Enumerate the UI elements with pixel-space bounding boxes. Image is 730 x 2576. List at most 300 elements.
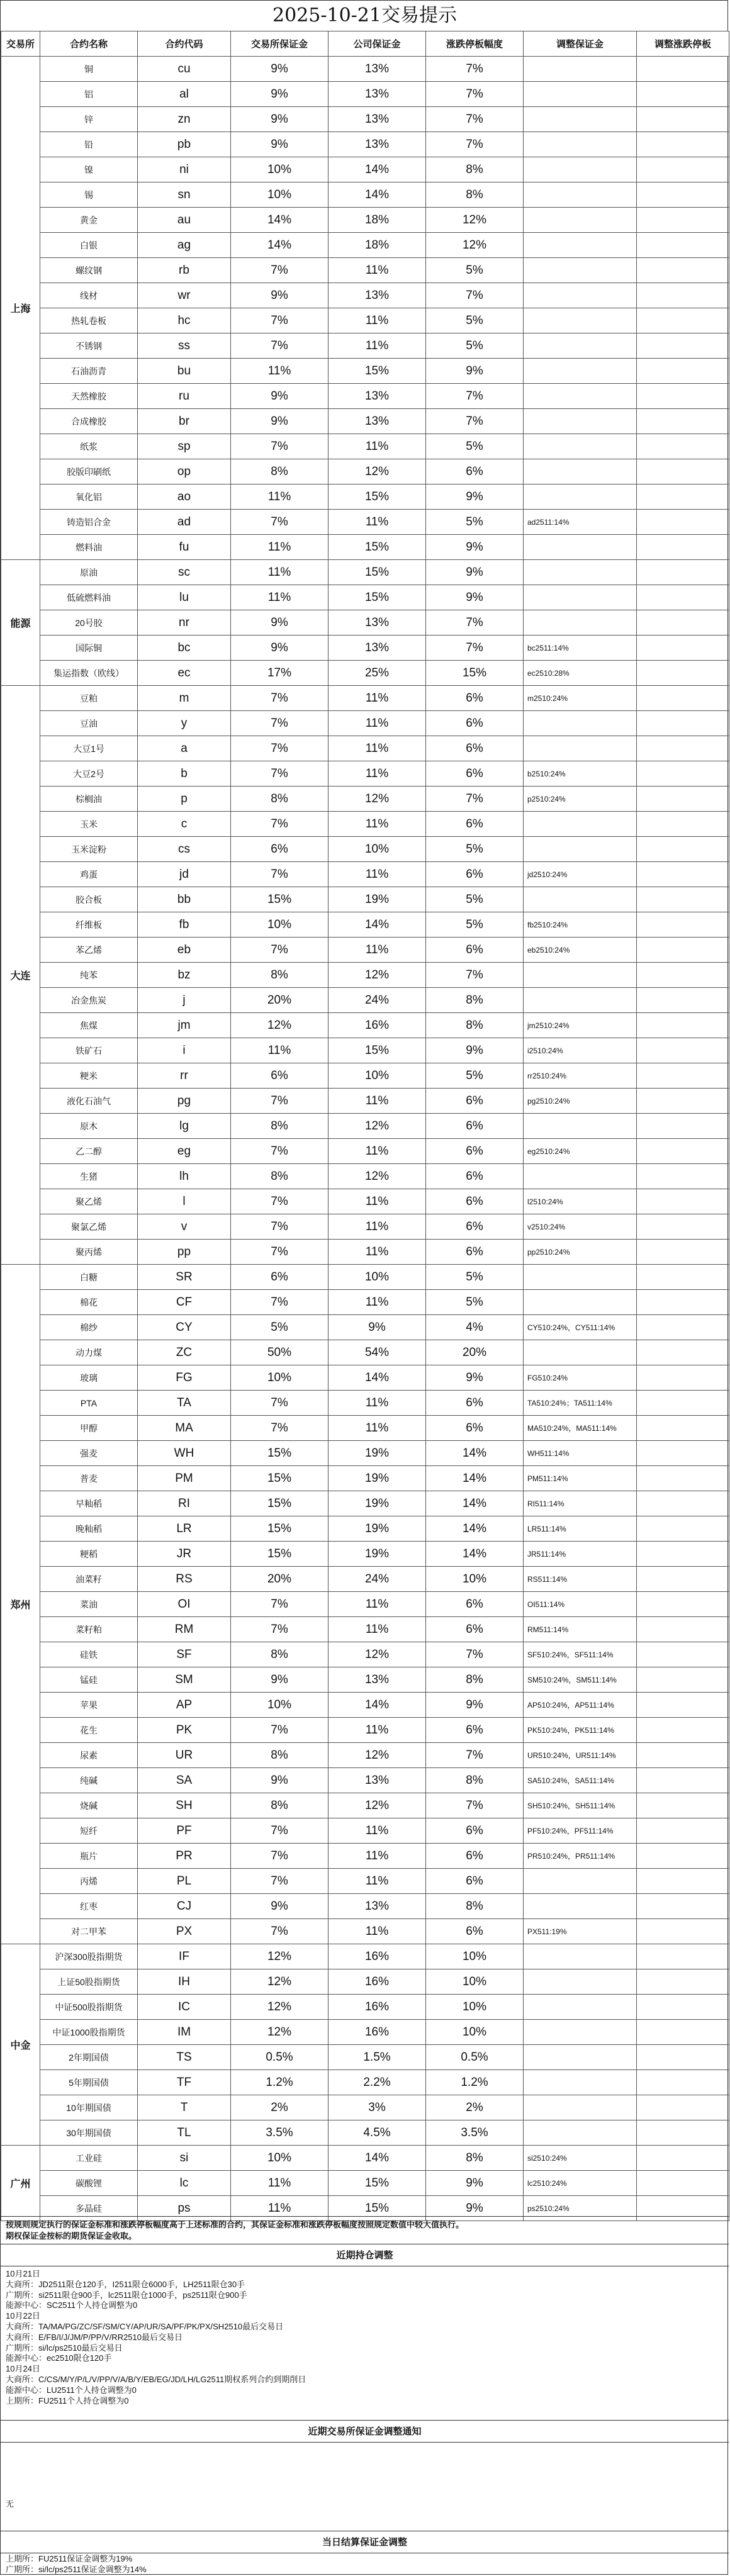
adjusted-margin (524, 585, 637, 610)
adjusted-limit (637, 283, 729, 308)
table-body (1, 57, 729, 2221)
adjusted-limit (637, 359, 729, 384)
exchange-margin: 7% (231, 938, 328, 963)
exchange-margin: 8% (231, 1743, 328, 1768)
exchange-name: 能源 (1, 560, 40, 686)
adjusted-margin (524, 2045, 637, 2070)
company-margin: 11% (328, 1189, 426, 1214)
company-margin: 11% (328, 1290, 426, 1315)
exchange-margin: 7% (231, 1089, 328, 1114)
exchange-margin: 50% (231, 1340, 328, 1365)
table-row (1, 912, 729, 938)
exchange-margin: 11% (231, 535, 328, 560)
contract-code: IF (138, 1944, 231, 1969)
adjusted-limit (637, 484, 729, 510)
table-header-row (1, 31, 729, 57)
warning-line: 按规则规定执行的保证金标准和涨跌停板幅度高于上述标准的合约，其保证金标准和涨跌停板幅度按照规定数值中较大值执行。 (6, 2220, 464, 2229)
contract-code: PX (138, 1919, 231, 1944)
exchange-margin: 9% (231, 610, 328, 636)
contract-code: PM (138, 1466, 231, 1491)
company-margin: 11% (328, 686, 426, 711)
contract-name: 线材 (40, 283, 138, 308)
price-limit: 6% (426, 862, 524, 887)
contract-code: FG (138, 1365, 231, 1391)
price-limit: 5% (426, 434, 524, 459)
contract-name: 胶合板 (40, 887, 138, 912)
contract-code: fb (138, 912, 231, 938)
contract-code: IM (138, 2020, 231, 2045)
company-margin: 12% (328, 459, 426, 484)
contract-code: i (138, 1038, 231, 1063)
company-margin: 11% (328, 812, 426, 837)
contract-name: 烧碱 (40, 1793, 138, 1818)
price-limit: 5% (426, 308, 524, 333)
recent-adjustment-line: 能源中心：SC2511个人持仓调整为0 (6, 2300, 138, 2310)
contract-name: 2年期国债 (40, 2045, 138, 2070)
adjusted-limit (637, 1441, 729, 1466)
contract-code: bb (138, 887, 231, 912)
table-row (1, 862, 729, 887)
company-margin: 16% (328, 1013, 426, 1038)
adjusted-limit (637, 1743, 729, 1768)
adjusted-margin (524, 1290, 637, 1315)
adjusted-margin (524, 560, 637, 585)
contract-code: eb (138, 938, 231, 963)
adjusted-margin: lc2510:24% (524, 2171, 637, 2196)
adjusted-limit (637, 1693, 729, 1718)
adjusted-margin: PM511:14% (524, 1466, 637, 1491)
contract-code: SM (138, 1667, 231, 1693)
table-row (1, 1038, 729, 1063)
table-row (1, 384, 729, 409)
table-row (1, 1516, 729, 1542)
price-limit: 5% (426, 887, 524, 912)
adjusted-limit (637, 1114, 729, 1139)
adjusted-limit (637, 1290, 729, 1315)
adjusted-limit (637, 208, 729, 233)
adjusted-limit (637, 1063, 729, 1089)
price-limit: 6% (426, 1844, 524, 1869)
contract-name: 对二甲苯 (40, 1919, 138, 1944)
contract-name: 液化石油气 (40, 1089, 138, 1114)
contract-code: au (138, 208, 231, 233)
price-limit: 9% (426, 2171, 524, 2196)
exchange-margin: 15% (231, 1441, 328, 1466)
contract-code: SA (138, 1768, 231, 1793)
adjusted-margin: ec2510:28% (524, 661, 637, 686)
table-row (1, 208, 729, 233)
contract-name: 苹果 (40, 1693, 138, 1718)
price-limit: 6% (426, 1617, 524, 1642)
adjusted-limit (637, 1718, 729, 1743)
adjusted-limit (637, 636, 729, 661)
price-limit: 0.5% (426, 2045, 524, 2070)
price-limit: 14% (426, 1491, 524, 1516)
company-margin: 13% (328, 283, 426, 308)
company-margin: 24% (328, 988, 426, 1013)
exchange-margin: 0.5% (231, 2045, 328, 2070)
exchange-margin: 17% (231, 661, 328, 686)
adjusted-limit (637, 308, 729, 333)
company-margin: 15% (328, 484, 426, 510)
contract-name: 中证500股指期货 (40, 1995, 138, 2020)
contract-code: lg (138, 1114, 231, 1139)
adjusted-margin: LR511:14% (524, 1516, 637, 1542)
price-limit: 14% (426, 1441, 524, 1466)
company-margin: 16% (328, 1944, 426, 1969)
adjusted-limit (637, 1240, 729, 1265)
contract-name: 20号胶 (40, 610, 138, 636)
table-row (1, 459, 729, 484)
contract-code: ni (138, 157, 231, 182)
table-row (1, 1491, 729, 1516)
adjusted-margin (524, 258, 637, 283)
price-limit: 5% (426, 1290, 524, 1315)
contract-code: ec (138, 661, 231, 686)
price-limit: 14% (426, 1516, 524, 1542)
adjusted-margin (524, 1969, 637, 1995)
company-margin: 14% (328, 2146, 426, 2171)
price-limit: 8% (426, 1894, 524, 1919)
adjusted-margin: SH510:24%，SH511:14% (524, 1793, 637, 1818)
table-row (1, 610, 729, 636)
exchange-margin: 7% (231, 862, 328, 887)
table-row (1, 308, 729, 333)
contract-code: SF (138, 1642, 231, 1667)
adjusted-margin: m2510:24% (524, 686, 637, 711)
company-margin: 14% (328, 912, 426, 938)
adjusted-margin: fb2510:24% (524, 912, 637, 938)
contract-name: 铁矿石 (40, 1038, 138, 1063)
contract-name: 玻璃 (40, 1365, 138, 1391)
adjusted-margin: SM510:24%，SM511:14% (524, 1667, 637, 1693)
contract-code: al (138, 82, 231, 107)
contract-name: 玉米淀粉 (40, 837, 138, 862)
adjusted-limit (637, 1793, 729, 1818)
exchange-margin: 2% (231, 2095, 328, 2120)
exchange-margin: 9% (231, 1667, 328, 1693)
exchange-margin: 12% (231, 2020, 328, 2045)
price-limit: 6% (426, 1391, 524, 1416)
company-margin: 16% (328, 1995, 426, 2020)
table-row (1, 963, 729, 988)
adjusted-margin: i2510:24% (524, 1038, 637, 1063)
company-margin: 11% (328, 1617, 426, 1642)
adjusted-limit (637, 988, 729, 1013)
table-row (1, 434, 729, 459)
contract-name: 胶版印刷纸 (40, 459, 138, 484)
price-limit: 8% (426, 182, 524, 208)
company-margin: 11% (328, 1844, 426, 1869)
adjusted-margin: b2510:24% (524, 761, 637, 787)
price-limit: 6% (426, 459, 524, 484)
contract-code: ps (138, 2196, 231, 2221)
table-row (1, 636, 729, 661)
table-row (1, 1214, 729, 1240)
exchange-margin: 12% (231, 1995, 328, 2020)
adjusted-margin (524, 157, 637, 182)
exchange-margin: 7% (231, 1139, 328, 1164)
contract-name: 焦煤 (40, 1013, 138, 1038)
contract-name: 早籼稻 (40, 1491, 138, 1516)
adjusted-margin (524, 736, 637, 761)
adjusted-margin (524, 107, 637, 132)
contract-code: bu (138, 359, 231, 384)
adjusted-limit (637, 2146, 729, 2171)
contract-code: l (138, 1189, 231, 1214)
adjusted-margin: PR510:24%，PR511:14% (524, 1844, 637, 1869)
table-row (1, 686, 729, 711)
contract-name: 鸡蛋 (40, 862, 138, 887)
contract-code: MA (138, 1416, 231, 1441)
contract-code: si (138, 2146, 231, 2171)
exchange-margin: 7% (231, 434, 328, 459)
price-limit: 5% (426, 912, 524, 938)
contract-code: TL (138, 2120, 231, 2146)
company-margin: 11% (328, 711, 426, 736)
company-margin: 11% (328, 1240, 426, 1265)
adjusted-limit (637, 107, 729, 132)
price-limit: 7% (426, 409, 524, 434)
price-limit: 8% (426, 157, 524, 182)
adjusted-limit (637, 182, 729, 208)
table-row (1, 988, 729, 1013)
price-limit: 8% (426, 988, 524, 1013)
adjusted-limit (637, 1617, 729, 1642)
exchange-margin: 6% (231, 1265, 328, 1290)
adjusted-margin: bc2511:14% (524, 636, 637, 661)
company-margin: 15% (328, 2171, 426, 2196)
adjusted-limit (637, 1013, 729, 1038)
contract-code: PK (138, 1718, 231, 1743)
company-margin: 1.5% (328, 2045, 426, 2070)
table-row (1, 1391, 729, 1416)
exchange-margin: 9% (231, 82, 328, 107)
contract-code: ag (138, 233, 231, 258)
table-row (1, 258, 729, 283)
adjusted-margin: WH511:14% (524, 1441, 637, 1466)
adjusted-limit (637, 1894, 729, 1919)
contract-code: cs (138, 837, 231, 862)
adjusted-limit (637, 409, 729, 434)
header-adjusted-margin: 调整保证金 (524, 31, 637, 57)
contract-name: 氧化铝 (40, 484, 138, 510)
adjusted-limit (637, 258, 729, 283)
price-limit: 7% (426, 1642, 524, 1667)
page-title: 2025-10-21交易提示 (1, 1, 729, 31)
adjusted-limit (637, 1466, 729, 1491)
adjusted-limit (637, 1189, 729, 1214)
adjusted-limit (637, 1139, 729, 1164)
contract-code: pg (138, 1089, 231, 1114)
price-limit: 14% (426, 1466, 524, 1491)
price-limit: 7% (426, 82, 524, 107)
contract-name: 国际铜 (40, 636, 138, 661)
price-limit: 6% (426, 736, 524, 761)
company-margin: 10% (328, 1265, 426, 1290)
table-row (1, 2020, 729, 2045)
contract-code: TA (138, 1391, 231, 1416)
header-price-limit: 涨跌停板幅度 (426, 31, 524, 57)
contract-code: pp (138, 1240, 231, 1265)
header-company-margin: 公司保证金 (328, 31, 426, 57)
adjusted-limit (637, 1315, 729, 1340)
table-row (1, 2045, 729, 2070)
table-row (1, 1919, 729, 1944)
contract-name: 集运指数（欧线） (40, 661, 138, 686)
adjusted-margin (524, 333, 637, 359)
adjusted-margin (524, 610, 637, 636)
adjusted-limit (637, 2095, 729, 2120)
company-margin: 10% (328, 1063, 426, 1089)
adjusted-margin (524, 2120, 637, 2146)
contract-name: 铅 (40, 132, 138, 157)
adjusted-margin: FG510:24% (524, 1365, 637, 1391)
table-row (1, 560, 729, 585)
exchange-margin: 14% (231, 208, 328, 233)
price-limit: 7% (426, 283, 524, 308)
contract-code: ad (138, 510, 231, 535)
contract-name: 花生 (40, 1718, 138, 1743)
company-margin: 16% (328, 2020, 426, 2045)
adjusted-limit (637, 1667, 729, 1693)
adjusted-margin: RM511:14% (524, 1617, 637, 1642)
exchange-margin: 7% (231, 1617, 328, 1642)
adjusted-margin (524, 1340, 637, 1365)
company-margin: 18% (328, 208, 426, 233)
company-margin: 11% (328, 761, 426, 787)
contract-name: 苯乙烯 (40, 938, 138, 963)
exchange-margin: 9% (231, 384, 328, 409)
adjusted-limit (637, 610, 729, 636)
adjusted-limit (637, 560, 729, 585)
contract-name: 菜油 (40, 1592, 138, 1617)
header-exchange: 交易所 (1, 31, 40, 57)
price-limit: 7% (426, 963, 524, 988)
company-margin: 11% (328, 1089, 426, 1114)
contract-name: 动力煤 (40, 1340, 138, 1365)
exchange-margin: 9% (231, 1768, 328, 1793)
price-limit: 9% (426, 484, 524, 510)
company-margin: 11% (328, 1139, 426, 1164)
table-row (1, 510, 729, 535)
adjusted-limit (637, 82, 729, 107)
price-limit: 9% (426, 560, 524, 585)
adjusted-margin: OI511:14% (524, 1592, 637, 1617)
table-row (1, 2120, 729, 2146)
contract-code: jm (138, 1013, 231, 1038)
company-margin: 11% (328, 1919, 426, 1944)
adjusted-margin (524, 409, 637, 434)
company-margin: 13% (328, 1667, 426, 1693)
table-row (1, 1818, 729, 1844)
company-margin: 13% (328, 57, 426, 82)
adjusted-margin (524, 132, 637, 157)
adjusted-margin: SF510:24%，SF511:14% (524, 1642, 637, 1667)
company-margin: 12% (328, 1164, 426, 1189)
adjusted-margin (524, 963, 637, 988)
adjusted-limit (637, 912, 729, 938)
adjusted-margin: UR510:24%，UR511:14% (524, 1743, 637, 1768)
recent-adjustment-line: 10月21日 (6, 2269, 40, 2278)
price-limit: 15% (426, 661, 524, 686)
contract-name: 甲醇 (40, 1416, 138, 1441)
adjusted-margin (524, 359, 637, 384)
adjusted-limit (637, 333, 729, 359)
exchange-margin: 7% (231, 1240, 328, 1265)
price-limit: 6% (426, 938, 524, 963)
table-row (1, 1063, 729, 1089)
company-margin: 15% (328, 535, 426, 560)
contract-code: JR (138, 1542, 231, 1567)
exchange-name: 中金 (1, 1944, 40, 2146)
contract-name: 低硫燃料油 (40, 585, 138, 610)
table-row (1, 2070, 729, 2095)
adjusted-limit (637, 510, 729, 535)
contract-name: 热轧卷板 (40, 308, 138, 333)
table-row (1, 409, 729, 434)
contract-code: p (138, 787, 231, 812)
contract-name: 原木 (40, 1114, 138, 1139)
contract-code: CF (138, 1290, 231, 1315)
company-margin: 24% (328, 1567, 426, 1592)
exchange-margin: 7% (231, 1869, 328, 1894)
table-row (1, 182, 729, 208)
table-row (1, 2095, 729, 2120)
adjusted-margin (524, 711, 637, 736)
price-limit: 7% (426, 610, 524, 636)
recent-adjustment-line: 上期所：FU2511个人持仓调整为0 (6, 2395, 129, 2405)
exchange-margin: 8% (231, 787, 328, 812)
exchange-notice-header: 近期交易所保证金调整通知 (1, 2420, 729, 2443)
company-margin: 11% (328, 938, 426, 963)
price-limit: 4% (426, 1315, 524, 1340)
price-limit: 14% (426, 1542, 524, 1567)
company-margin: 19% (328, 887, 426, 912)
company-margin: 14% (328, 157, 426, 182)
company-margin: 11% (328, 1818, 426, 1844)
contract-code: RI (138, 1491, 231, 1516)
margin-table (1, 31, 729, 2221)
contract-name: 5年期国债 (40, 2070, 138, 2095)
exchange-margin: 7% (231, 711, 328, 736)
contract-name: 普麦 (40, 1466, 138, 1491)
exchange-name: 广州 (1, 2146, 40, 2221)
contract-code: TF (138, 2070, 231, 2095)
price-limit: 10% (426, 1567, 524, 1592)
company-margin: 11% (328, 1391, 426, 1416)
adjusted-margin (524, 988, 637, 1013)
contract-name: 铝 (40, 82, 138, 107)
table-row (1, 1466, 729, 1491)
table-row (1, 333, 729, 359)
adjusted-margin (524, 2020, 637, 2045)
contract-code: PF (138, 1818, 231, 1844)
exchange-margin: 15% (231, 1466, 328, 1491)
exchange-margin: 7% (231, 1818, 328, 1844)
contract-name: 上证50股指期货 (40, 1969, 138, 1995)
adjusted-margin: PK510:24%，PK511:14% (524, 1718, 637, 1743)
company-margin: 10% (328, 837, 426, 862)
company-margin: 12% (328, 1743, 426, 1768)
price-limit: 6% (426, 1164, 524, 1189)
contract-name: 棕榈油 (40, 787, 138, 812)
adjusted-margin: RI511:14% (524, 1491, 637, 1516)
contract-code: T (138, 2095, 231, 2120)
price-limit: 7% (426, 636, 524, 661)
adjusted-margin (524, 887, 637, 912)
price-limit: 6% (426, 711, 524, 736)
